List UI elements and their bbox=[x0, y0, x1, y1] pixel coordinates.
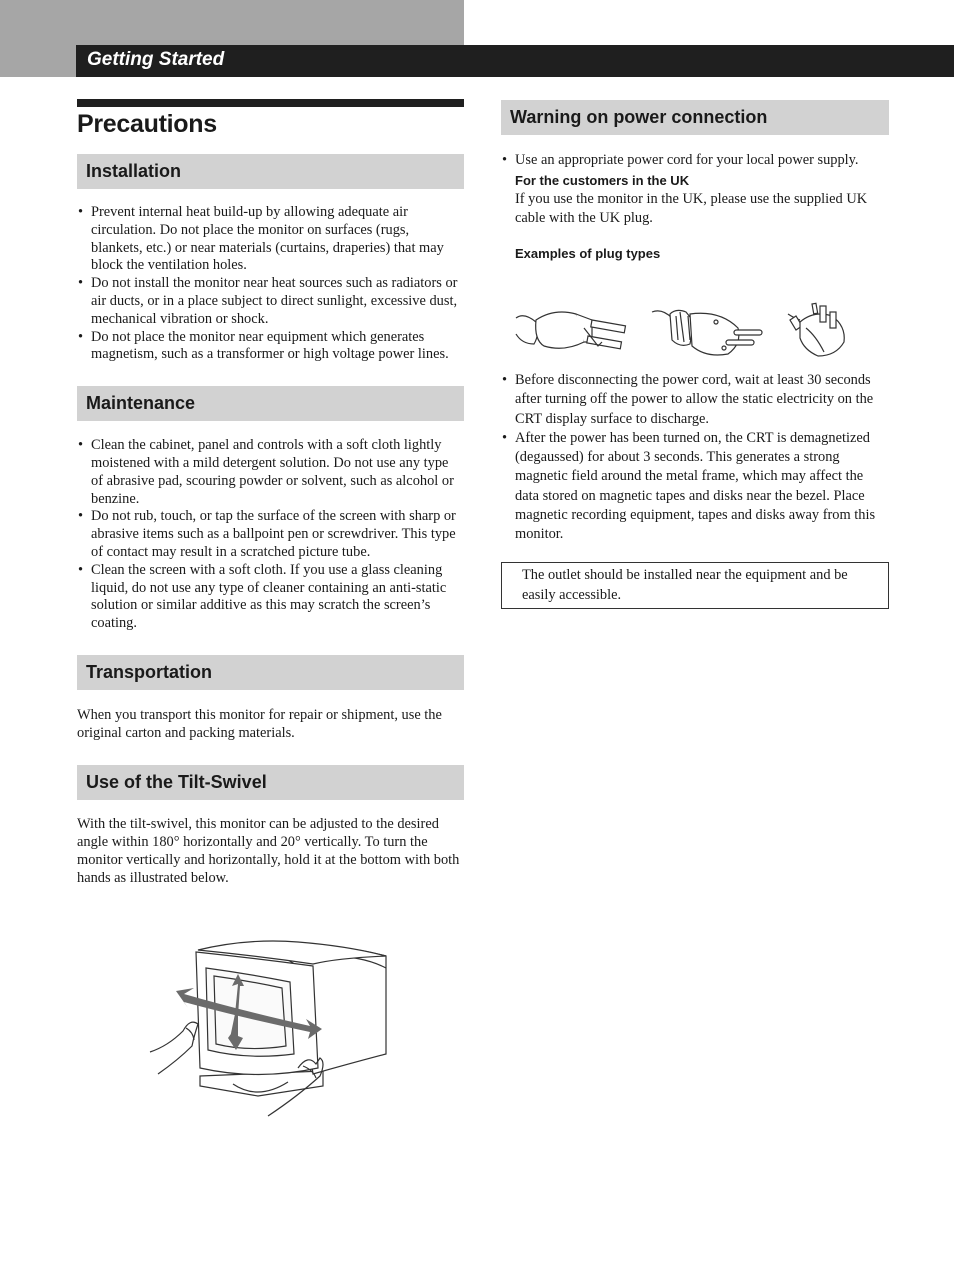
maintenance-list bbox=[77, 437, 464, 633]
plug-type-a-icon bbox=[514, 300, 634, 362]
list-item: • Do not rub, touch, or tap the surface of the screen with sharp or abrasive items such as a ballpoint pen or screwdriver. This type of contact may result in a scratched picture tube. bbox=[77, 508, 464, 561]
list-item: • Do not install the monitor near heat sources such as radiators or air ducts, or in a place subject to direct sunlight, excessive dust, mechanical vibration or shock. bbox=[77, 275, 464, 328]
list-item: • Clean the screen with a soft cloth. If you use a glass cleaning liquid, do not use any type of cleaner containing an anti-static solution or similar additive as this may scratch the screen’s coating. bbox=[77, 562, 464, 633]
plug-types-subhead: Examples of plug types bbox=[515, 246, 661, 261]
list-item: • After the power has been turned on, the CRT is demagnetized (degaussed) for about 3 seconds. This generates a strong magnetic field around the metal frame, which may affect the data stored on magnetic tapes and disks near the bezel. Place magnetic recording equipment, tapes and disks away from this monitor. bbox=[501, 429, 889, 545]
left-column bbox=[77, 99, 464, 887]
tilt-swivel-heading: Use of the Tilt-Swivel bbox=[77, 765, 464, 800]
page-title: Precautions bbox=[77, 110, 217, 138]
tilt-swivel-text: With the tilt-swivel, this monitor can be adjusted to the desired angle within 180° horizontally and 20° vertically. To turn the monitor vertically and horizontally, hold it at the bottom with both hands as illustrated below. bbox=[77, 815, 460, 886]
power-list-2 bbox=[501, 371, 889, 545]
plug-type-schuko-icon bbox=[650, 300, 765, 362]
installation-list bbox=[77, 204, 464, 364]
uk-text: If you use the monitor in the UK, please use the supplied UK cable with the UK plug. bbox=[515, 191, 868, 226]
installation-heading: Installation bbox=[77, 154, 464, 189]
power-cord-text: Use an appropriate power cord for your local power supply. bbox=[515, 152, 859, 168]
list-item: • Do not place the monitor near equipment which generates magnetism, such as a transformer or high voltage power lines. bbox=[77, 329, 464, 365]
transportation-heading: Transportation bbox=[77, 655, 464, 690]
list-item: • Clean the cabinet, panel and controls with a soft cloth lightly moistened with a mild detergent solution. Do not use any type of abrasive pad, scouring powder or solvent, such as alcohol or benzine. bbox=[77, 437, 464, 508]
plug-type-uk-icon bbox=[786, 302, 850, 360]
uk-subhead: For the customers in the UK bbox=[515, 173, 690, 188]
maintenance-heading: Maintenance bbox=[77, 386, 464, 421]
title-rule bbox=[77, 99, 464, 107]
list-item bbox=[501, 151, 889, 228]
section-label: Getting Started bbox=[87, 49, 225, 70]
power-list-1 bbox=[501, 151, 889, 228]
transportation-text: When you transport this monitor for repair or shipment, use the original carton and packing materials. bbox=[77, 706, 442, 741]
list-item: • Before disconnecting the power cord, wait at least 30 seconds after turning off the power to allow the static electricity on the CRT display surface to discharge. bbox=[501, 371, 889, 429]
list-item: • Prevent internal heat build-up by allowing adequate air circulation. Do not place the monitor on surfaces (rugs, blankets, etc.) or near materials (curtains, draperies) that may block the ventilation holes. bbox=[77, 204, 464, 275]
header-bar bbox=[76, 45, 954, 77]
outlet-note-box: The outlet should be installed near the equipment and be easily accessible. bbox=[501, 562, 889, 609]
power-warning-heading: Warning on power connection bbox=[501, 100, 889, 135]
monitor-tilt-swivel-illustration bbox=[148, 936, 393, 1126]
